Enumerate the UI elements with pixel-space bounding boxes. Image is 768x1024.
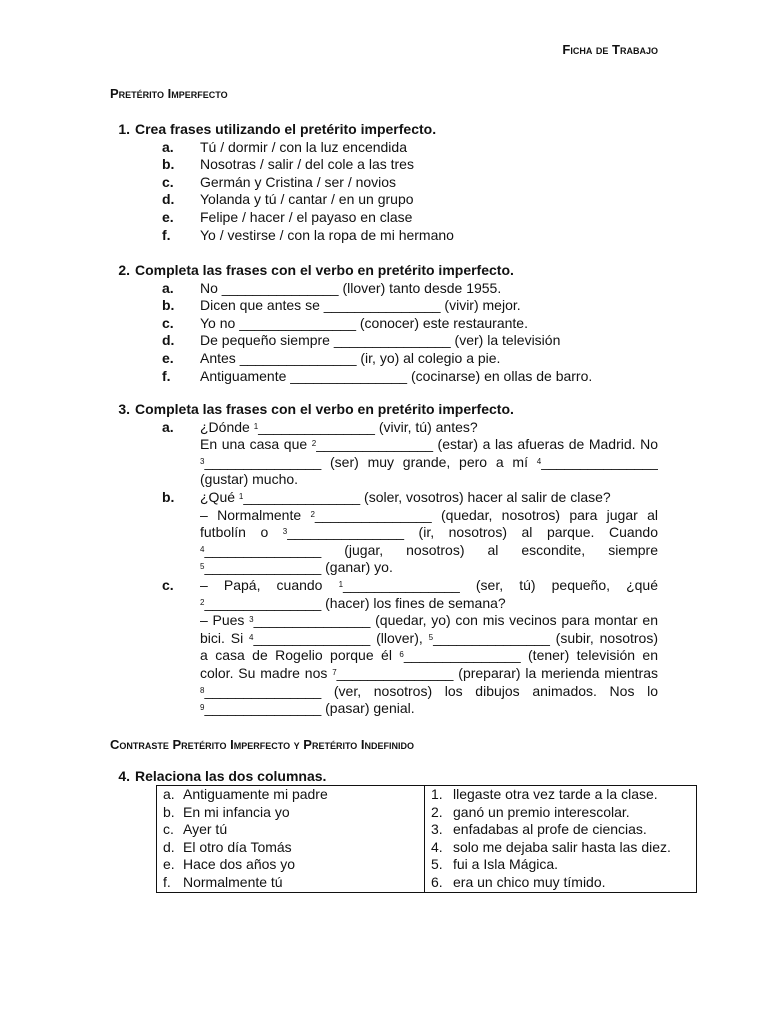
exercise-4-title <box>110 768 658 786</box>
table-row: 6. era un chico muy tímido. <box>431 873 606 890</box>
exercise-1-items <box>162 138 658 245</box>
table-row: 3. enfadabas al profe de ciencias. <box>431 821 647 838</box>
list-item: f. Antiguamente _______________ (cocinarse) en ollas de barro. <box>162 367 593 384</box>
list-item: d. De pequeño siempre _______________ (ver) la televisión <box>162 332 561 349</box>
right-column <box>425 786 697 893</box>
list-item: b. Nosotras / salir / del cole a las tres <box>162 156 414 173</box>
list-item: b. Dicen que antes se _______________ (vivir) mejor. <box>162 297 521 314</box>
table-row: a. Antiguamente mi padre <box>163 786 328 802</box>
exercise-3-items <box>162 418 658 718</box>
exercise-number: 2. <box>118 262 130 278</box>
exercise-instruction: Completa las frases con el verbo en pretérito imperfecto. <box>135 401 514 417</box>
exercise-1 <box>110 121 658 244</box>
exercise-3 <box>110 401 658 718</box>
table-row: e. Hace dos años yo <box>163 856 296 873</box>
list-item: e. Antes _______________ (ir, yo) al colegio a pie. <box>162 349 501 366</box>
list-item: c. Yo no _______________ (conocer) este restaurante. <box>162 314 528 331</box>
table-row: 1. llegaste otra vez tarde a la clase. <box>431 786 658 802</box>
exercise-1-title <box>110 121 658 139</box>
exercise-instruction: Crea frases utilizando el pretérito imperfecto. <box>135 121 437 137</box>
table-row: f. Normalmente tú <box>163 873 283 890</box>
list-item: a. ¿Dónde $^1$_______________ (vivir, tú) antes? En una casa que $^2$_______________ (estar) a las afueras de Madrid. No $^3$_______________ (ser) muy grande, pero a mí $^4$_______________ (gustar) mucho. <box>162 418 658 488</box>
list-item: c. Germán y Cristina / ser / novios <box>162 173 397 190</box>
exercise-2 <box>110 262 658 385</box>
exercise-2-title <box>110 262 658 280</box>
table-row: 4. solo me dejaba salir hasta las diez. <box>431 838 671 855</box>
list-item: f. Yo / vestirse / con la ropa de mi hermano <box>162 226 454 243</box>
exercise-number: 4. <box>118 768 130 784</box>
exercise-2-items <box>162 279 658 386</box>
exercise-instruction: Relaciona las dos columnas. <box>135 768 327 784</box>
list-item: e. Felipe / hacer / el payaso en clase <box>162 208 413 225</box>
list-item: d. Yolanda y tú / cantar / en un grupo <box>162 191 414 208</box>
section-title-contraste: Contraste Pretérito Imperfecto y Pretérito Indefinido <box>110 737 415 752</box>
table-row: c. Ayer tú <box>163 821 228 838</box>
list-item: c. – Papá, cuando $^1$_______________ (ser, tú) pequeño, ¿qué $^2$_______________ (hacer) los fines de semana? – Pues $^3$_______________ (quedar, yo) con mis vecinos para montar en bici. Si $^4$_______________ (llover), $^5$_______________ (subir, nosotros) a casa de Rogelio porque él $^6$_______________ (tener) televisión en color. Su madre nos $^7$_______________ (preparar) la merienda mientras $^8$_______________ (ver, nosotros) los dibujos animados. Nos lo $^9$_______________ (pasar) genial. <box>162 576 658 717</box>
table-row: 2. ganó un premio interescolar. <box>431 803 630 820</box>
list-item: b. ¿Qué $^1$_______________ (soler, vosotros) hacer al salir de clase? – Normalmente $^2$_______________ (quedar, nosotros) para jugar al futbolín o $^3$_______________ (ir, nosotros) al parque. Cuando $^4$_______________ (jugar, nosotros) al escondite, siempre $^5$_______________ (ganar) yo. <box>162 488 658 576</box>
list-item: a. Tú / dormir / con la luz encendida <box>162 138 407 155</box>
exercise-instruction: Completa las frases con el verbo en pretérito imperfecto. <box>135 262 514 278</box>
list-item: a. No _______________ (llover) tanto desde 1955. <box>162 279 502 296</box>
table-row: b. En mi infancia yo <box>163 803 290 820</box>
worksheet-header: Ficha de Trabajo <box>562 42 658 57</box>
exercise-number: 3. <box>118 401 130 417</box>
table-row: 5. fui a Isla Mágica. <box>431 856 559 873</box>
section-title-imperfecto: Pretérito Imperfecto <box>110 86 228 101</box>
table-row: d. El otro día Tomás <box>163 838 292 855</box>
left-column <box>157 786 425 893</box>
exercise-number: 1. <box>118 121 130 137</box>
matching-table <box>156 785 697 893</box>
exercise-3-title <box>110 401 658 419</box>
exercise-4 <box>110 768 658 786</box>
